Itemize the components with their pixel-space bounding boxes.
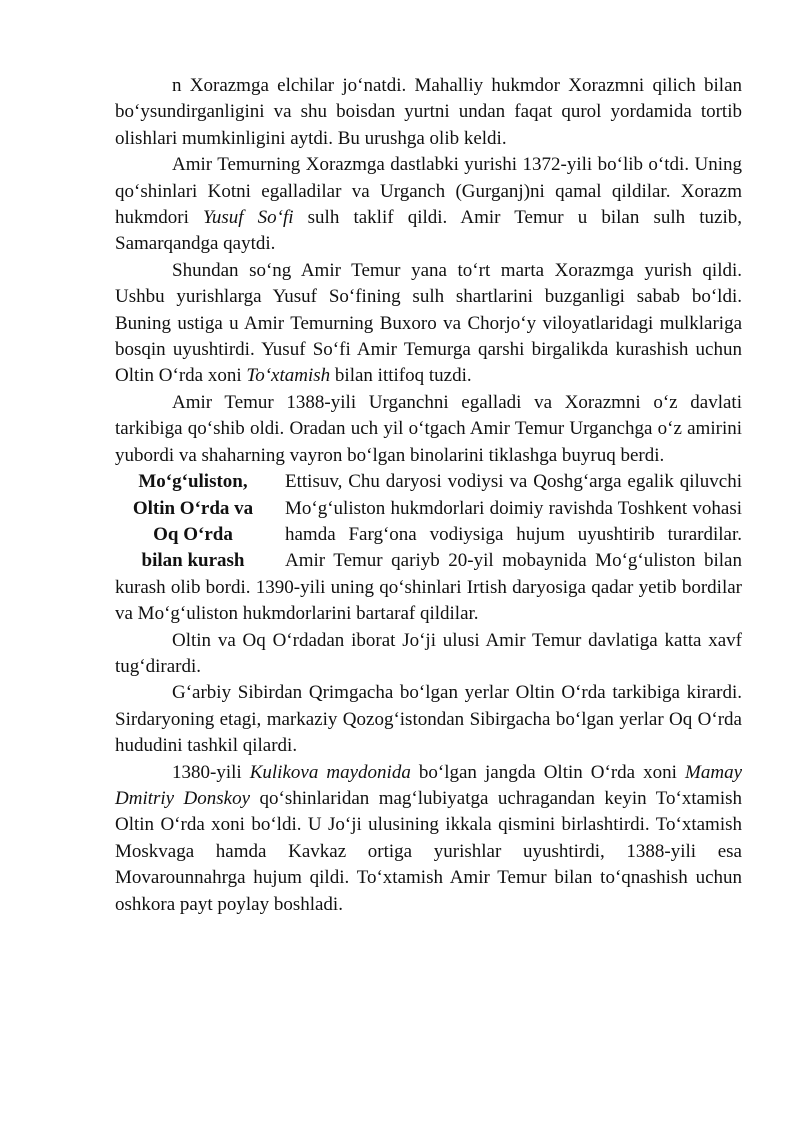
name-mamay-donskoy: Mamay Dmitriy Donskoy: [115, 761, 742, 809]
side-heading-line-3: Oq O‘rda: [153, 523, 233, 545]
body-text: [115, 73, 742, 918]
paragraph-3-text-a: Shundan so‘ng Amir Temur yana to‘rt marta Xorazmga yurish qildi. Ushbu yurishlarga Yusuf So‘fining sulh shartlarini buzganligi sabab bo‘ldi. Buning ustiga u Amir Temurning Buxoro va Chorjo‘y viloyatlaridagi mulklariga bosqin uyushtirdi. Yusuf So‘fi Amir Temurga qarshi birgalikda kurashish uchun Oltin O‘rda xoni: [115, 259, 742, 387]
paragraph-4-text: Amir Temur 1388-yili Urganchni egalladi va Xorazmni o‘z davlati tarkibiga qo‘shib oldi. Oradan uch yil o‘tgach Amir Temur Urganchga o‘z amirini yubordi va shaharning vayron bo‘lgan binolarini tiklashga buyruq berdi.: [115, 391, 742, 466]
paragraph-6-text: Oltin va Oq O‘rdadan iborat Jo‘ji ulusi Amir Temur davlatiga katta xavf tug‘dirardi.: [115, 629, 742, 677]
paragraph-8-text-a: 1380-yili: [172, 761, 250, 783]
paragraph-3: [115, 258, 742, 390]
paragraph-6: [115, 628, 742, 681]
paragraph-2: [115, 152, 742, 258]
section-with-side-heading: [115, 469, 742, 627]
name-toxtamish: To‘xtamish: [246, 365, 331, 387]
paragraph-3-text-b: bilan ittifoq tuzdi.: [330, 365, 472, 387]
place-kulikova: Kulikova maydonida: [249, 761, 411, 783]
paragraph-7: [115, 680, 742, 759]
paragraph-8: [115, 760, 742, 918]
paragraph-4: [115, 390, 742, 469]
side-heading: [117, 469, 269, 575]
side-heading-line-2: Oltin O‘rda va: [132, 497, 254, 519]
paragraph-1: [115, 73, 742, 152]
paragraph-8-text-b: bo‘lgan jangda Oltin O‘rda xoni: [410, 761, 686, 783]
side-heading-line-1: Mo‘g‘uliston,: [138, 471, 248, 493]
paragraph-7-text: G‘arbiy Sibirdan Qrimgacha bo‘lgan yerlar Oltin O‘rda tarkibiga kirardi. Sirdaryoning etagi, markaziy Qozog‘istondan Sibirgacha bo‘lgan yerlar Oq O‘rda hududini tashkil qilardi.: [115, 682, 742, 757]
side-heading-line-4: bilan kurash: [141, 550, 245, 572]
paragraph-2-text-a: Amir Temurning Xorazmga dastlabki yurishi 1372-yili bo‘lib o‘tdi. Uning qo‘shinlari Kotni egalladilar va Urganch (Gurganj)ni qamal qildilar. Xorazm hukmdori: [115, 154, 742, 229]
paragraph-1-text: n Xorazmga elchilar jo‘natdi. Mahalliy hukmdor Xorazmni qilich bilan bo‘ysundirganligini va shu boisdan yurtni undan faqat qurol yordamida tortib olishlari mumkinligini aytdi. Bu urushga olib keldi.: [115, 75, 742, 149]
name-yusuf-sofi: Yusuf So‘fi: [203, 207, 294, 229]
paragraph-5-text: Ettisuv, Chu daryosi vodiysi va Qoshg‘arga egalik qiluvchi Mo‘g‘uliston hukmdorlari doimiy ravishda Toshkent vohasi hamda Farg‘ona vodiysiga hujum uyushtirib turardilar. Amir Temur qariyb 20-yil mobaynida Mo‘g‘uliston bilan kurash olib bordi. 1390-yili uning qo‘shinlari Irtish daryosiga qadar yetib bordilar va Mo‘g‘uliston hukmdorlarini bartaraf qildilar.: [115, 471, 742, 625]
paragraph-8-text-c: qo‘shinlaridan mag‘lubiyatga uchragandan keyin To‘xtamish Oltin O‘rda xoni bo‘ldi. U Jo‘ji ulusining ikkala qismini birlashtirdi. To‘xtamish Moskvaga hamda Kavkaz ortiga yurishlar uyushtirdi, 1388-yili esa Movarounnahrga hujum qildi. To‘xtamish Amir Temur bilan to‘qnashish uchun oshkora payt poylay boshladi.: [115, 787, 742, 915]
paragraph-2-text-b: sulh taklif qildi. Amir Temur u bilan sulh tuzib, Samarqandga qaytdi.: [115, 207, 742, 255]
